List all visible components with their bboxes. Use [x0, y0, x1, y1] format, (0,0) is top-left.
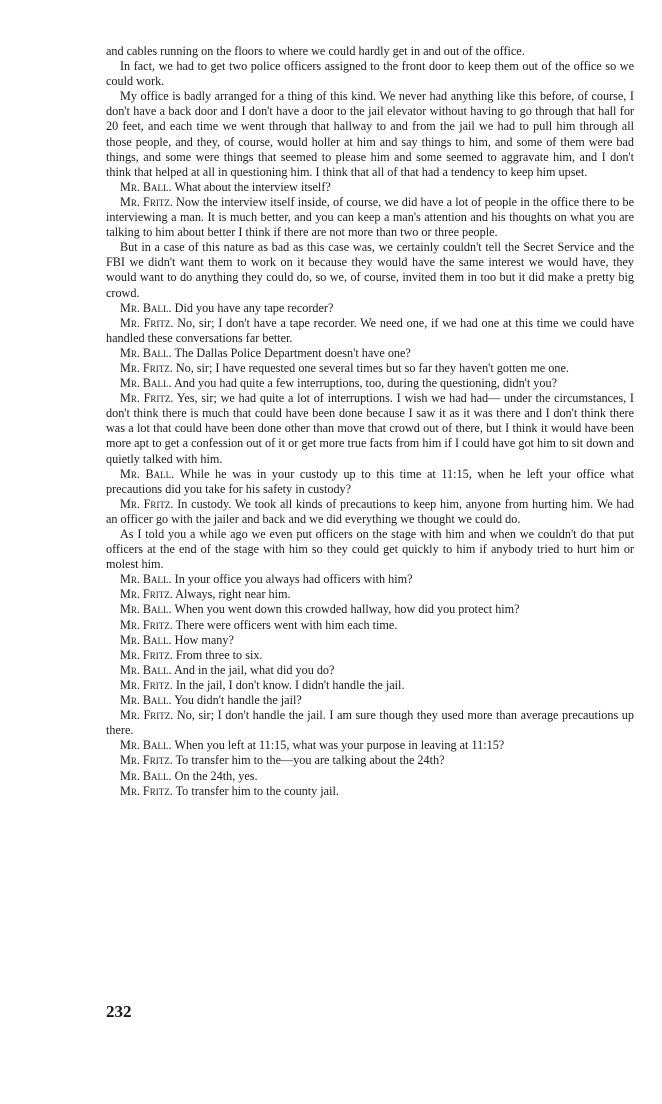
- paragraph-text: To transfer him to the—you are talking about the 24th?: [175, 753, 445, 768]
- transcript-paragraph: [106, 633, 634, 648]
- speaker-label: Mr. Fritz.: [120, 587, 173, 602]
- transcript-paragraph: [106, 648, 634, 663]
- transcript-paragraph: [106, 301, 634, 316]
- paragraph-text: There were officers went with him each time.: [175, 617, 398, 632]
- paragraph-text: No, sir; I don't have a tape recorder. We need one, if we had one at this time we could have handled these conversations far better.: [106, 315, 634, 345]
- page-number: 232: [106, 1002, 132, 1021]
- paragraph-text: Did you have any tape recorder?: [174, 300, 334, 315]
- speaker-label: Mr. Ball.: [120, 738, 172, 753]
- speaker-label: Mr. Ball.: [120, 572, 172, 587]
- transcript-page: [106, 44, 634, 799]
- speaker-label: Mr. Ball.: [120, 300, 172, 315]
- speaker-label: Mr. Fritz.: [120, 617, 173, 632]
- speaker-label: Mr. Ball.: [120, 376, 172, 391]
- speaker-label: Mr. Ball.: [120, 602, 172, 617]
- transcript-paragraph: [106, 346, 634, 361]
- paragraph-text: As I told you a while ago we even put officers on the stage with him and when we couldn't do that put officers at the end of the stage with him so they could get quickly to him if anybody tried to hurt him or molest him.: [106, 527, 634, 572]
- paragraph-text: To transfer him to the county jail.: [175, 783, 339, 798]
- paragraph-text: Always, right near him.: [175, 587, 291, 602]
- speaker-label: Mr. Fritz.: [120, 391, 174, 406]
- paragraph-text: While he was in your custody up to this time at 11:15, when he left your office what precautions did you take for his safety in custody?: [106, 466, 634, 496]
- transcript-paragraph: [106, 467, 634, 497]
- paragraph-text: In custody. We took all kinds of precautions to keep him, anyone from hurting him. We had an officer go with the jailer and back and we did everything we thought we could do.: [106, 496, 634, 526]
- transcript-paragraph: [106, 678, 634, 693]
- speaker-label: Mr. Fritz.: [120, 315, 174, 330]
- paragraph-text: When you left at 11:15, what was your purpose in leaving at 11:15?: [174, 738, 505, 753]
- speaker-label: Mr. Fritz.: [120, 360, 173, 375]
- transcript-paragraph: [106, 361, 634, 376]
- speaker-label: Mr. Fritz.: [120, 783, 173, 798]
- paragraph-text: Yes, sir; we had quite a lot of interruptions. I wish we had had— under the circumstances, I don't think there is much that could have been done because I saw it as it was there and I don't think there was a lot that could have been done other than move that crowd out of there, but I think it would have been more apt to get a confession out of it or get more true facts from him if I could have got him to sit down and quietly talked with him.: [106, 391, 634, 466]
- transcript-paragraph: [106, 572, 634, 587]
- paragraph-text: And you had quite a few interruptions, too, during the questioning, didn't you?: [173, 376, 557, 391]
- transcript-paragraph: [106, 89, 634, 180]
- speaker-label: Mr. Ball.: [120, 768, 172, 783]
- paragraph-text: When you went down this crowded hallway, how did you protect him?: [174, 602, 520, 617]
- speaker-label: Mr. Ball.: [120, 662, 172, 677]
- paragraph-text: From three to six.: [175, 647, 263, 662]
- paragraph-text: The Dallas Police Department doesn't have one?: [174, 345, 411, 360]
- speaker-label: Mr. Ball.: [120, 693, 172, 708]
- transcript-paragraph: [106, 316, 634, 346]
- transcript-paragraph: [106, 753, 634, 768]
- transcript-paragraph: [106, 738, 634, 753]
- speaker-label: Mr. Ball.: [120, 179, 172, 194]
- transcript-paragraph: [106, 180, 634, 195]
- speaker-label: Mr. Ball.: [120, 345, 172, 360]
- transcript-paragraph: [106, 376, 634, 391]
- paragraph-text: No, sir; I don't handle the jail. I am sure though they used more than average precautions up there.: [106, 708, 634, 738]
- transcript-paragraph: [106, 497, 634, 527]
- paragraph-text: What about the interview itself?: [174, 179, 331, 194]
- transcript-paragraph: [106, 602, 634, 617]
- speaker-label: Mr. Fritz.: [120, 647, 173, 662]
- transcript-paragraph: [106, 44, 634, 59]
- transcript-paragraph: [106, 195, 634, 240]
- transcript-paragraph: [106, 59, 634, 89]
- paragraph-text: How many?: [174, 632, 234, 647]
- paragraph-text: My office is badly arranged for a thing of this kind. We never had anything like this before, of course, I don't have a back door and I don't have a door to the jail elevator without having to go through that hall for 20 feet, and each time we went through that hallway to and from the jail we had to pull him through all those people, and they, of course, would holler at him and say things to him, and some of them were bad things, and some were things that seemed to please him and some seemed to aggravate him, and I don't think that helped at all in questioning him. I think that all of that had a tendency to keep him upset.: [106, 89, 634, 179]
- speaker-label: Mr. Ball.: [120, 632, 172, 647]
- speaker-label: Mr. Fritz.: [120, 496, 174, 511]
- paragraph-text: and cables running on the floors to where we could hardly get in and out of the office.: [106, 44, 525, 58]
- transcript-paragraph: [106, 618, 634, 633]
- transcript-paragraph: [106, 240, 634, 300]
- speaker-label: Mr. Ball.: [120, 466, 175, 481]
- transcript-paragraph: [106, 663, 634, 678]
- speaker-label: Mr. Fritz.: [120, 194, 173, 209]
- paragraph-text: Now the interview itself inside, of course, we did have a lot of people in the office there to be interviewing a man. It is much better, and you can keep a man's attention and his thoughts on what you are talking to him about better I think if there are not more than two or three people.: [106, 194, 634, 240]
- paragraph-text: In fact, we had to get two police officers assigned to the front door to keep them out of the office so we could work.: [106, 59, 634, 89]
- transcript-paragraph: [106, 587, 634, 602]
- speaker-label: Mr. Fritz.: [120, 753, 173, 768]
- paragraph-text: In the jail, I don't know. I didn't handle the jail.: [175, 677, 405, 692]
- paragraph-text: On the 24th, yes.: [174, 768, 258, 783]
- paragraph-text: In your office you always had officers with him?: [174, 572, 413, 587]
- transcript-paragraph: [106, 693, 634, 708]
- paragraph-text: You didn't handle the jail?: [174, 693, 302, 708]
- transcript-paragraph: [106, 708, 634, 738]
- paragraph-text: No, sir; I have requested one several times but so far they haven't gotten me one.: [175, 360, 569, 375]
- paragraph-text: And in the jail, what did you do?: [173, 662, 335, 677]
- speaker-label: Mr. Fritz.: [120, 677, 173, 692]
- transcript-paragraph: [106, 391, 634, 466]
- paragraph-text: But in a case of this nature as bad as this case was, we certainly couldn't tell the Secret Service and the FBI we didn't want them to work on it because they would have the same interest we would have, they would want to do anything they could do, so we, of course, invited them in too but it did make a pretty big crowd.: [106, 240, 634, 300]
- transcript-paragraph: [106, 527, 634, 572]
- transcript-paragraph: [106, 784, 634, 799]
- speaker-label: Mr. Fritz.: [120, 708, 174, 723]
- transcript-paragraph: [106, 769, 634, 784]
